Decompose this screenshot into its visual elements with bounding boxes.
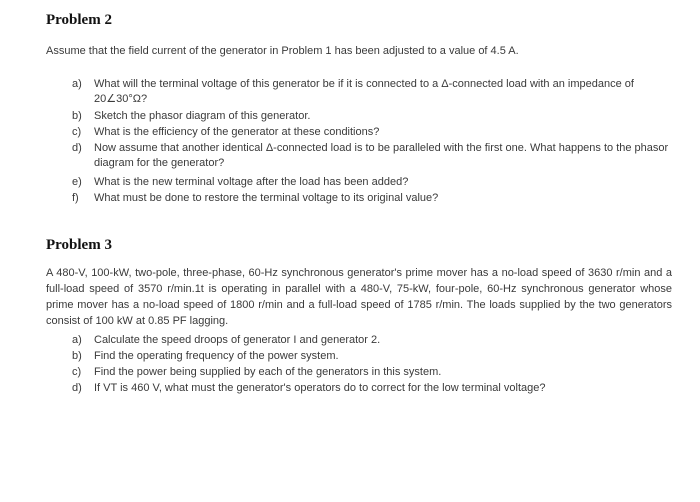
problem-2-heading: Problem 2 xyxy=(46,12,112,28)
item-marker: d) xyxy=(72,382,82,394)
item-text: If VT is 460 V, what must the generator's operators do to correct for the low terminal voltage? xyxy=(94,382,546,394)
item-marker: c) xyxy=(72,126,82,138)
item-text: Calculate the speed droops of generator I and generator 2. xyxy=(94,334,381,346)
item-text: Find the operating frequency of the power system. xyxy=(94,350,339,362)
item-text: What must be done to restore the terminal voltage to its original value? xyxy=(94,192,439,204)
item-marker: f) xyxy=(72,192,79,204)
item-text: Now assume that another identical Δ-connected load is to be paralleled with the first one. What happens to the phasor diagram for the generator? xyxy=(94,142,669,169)
item-marker: c) xyxy=(72,366,82,378)
item-text: What will the terminal voltage of this generator be if it is connected to a Δ-connected load with an impedance of 20∠30°Ω? xyxy=(94,78,634,105)
item-text: Find the power being supplied by each of the generators in this system. xyxy=(94,366,442,378)
item-marker: d) xyxy=(72,142,82,154)
item-text: What is the efficiency of the generator at these conditions? xyxy=(94,126,380,138)
item-marker: e) xyxy=(72,176,82,188)
item-marker: a) xyxy=(72,78,82,90)
item-marker: b) xyxy=(72,110,82,122)
item-text: Sketch the phasor diagram of this generator. xyxy=(94,110,311,122)
problem-2-intro: Assume that the field current of the generator in Problem 1 has been adjusted to a value of 4.5 A. xyxy=(46,45,519,57)
problem-3-intro: A 480-V, 100-kW, two-pole, three-phase, 60-Hz synchronous generator's prime mover has a no-load speed of 3630 r/min and a full-load speed of 3570 r/min.1t is operating in parallel with a 480-V, 75-kW, four-pole, 60-Hz synchronous generator whose prime mover has a no-load speed of 1800 r/min and a full-load speed of 1785 r/min. The loads supplied by the two generators consist of 100 kW at 0.85 PF lagging. xyxy=(46,267,672,327)
item-text: What is the new terminal voltage after the load has been added? xyxy=(94,176,409,188)
item-marker: b) xyxy=(72,350,82,362)
item-marker: a) xyxy=(72,334,82,346)
problem-3-heading: Problem 3 xyxy=(46,237,112,253)
